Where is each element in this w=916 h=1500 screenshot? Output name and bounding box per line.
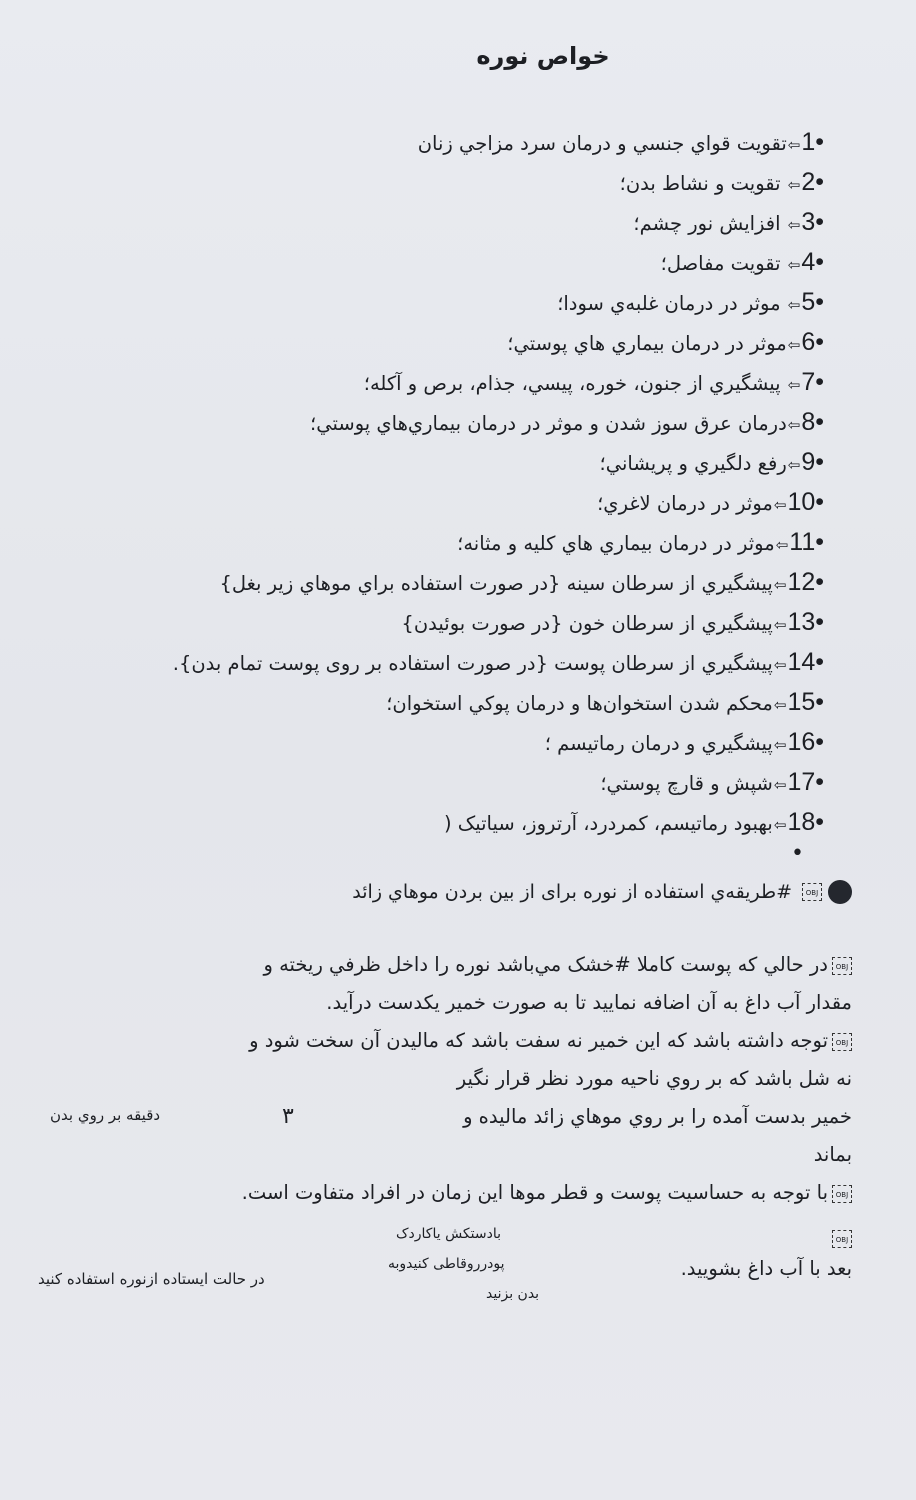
arrow-left-icon: ⇦ [787,136,801,154]
instruction-line: خمير بدست آمده را بر روي موهاي زائد ماليده و [463,1105,852,1128]
instruction-line: نه شل باشد كه بر روي ناحيه مورد نظر قرار نگير [456,1067,852,1090]
item-number: 1• [801,128,824,156]
arrow-left-icon: ⇦ [787,456,801,474]
item-text: رفع دلگيري و پريشاني؛ [599,452,787,475]
item-number: 17• [787,768,824,796]
object-placeholder-icon: OBJ [832,1033,852,1051]
arrow-left-icon: ⇦ [787,336,801,354]
list-item [64,444,824,484]
handwritten-note: پودرروقاطی کنیدوبه [388,1256,505,1272]
method-heading-text: #طريقه‌ي استفاده از نوره برای از بين بردن موهاي زائد [352,881,792,903]
arrow-left-icon: ⇦ [787,296,801,314]
item-text: موثر در درمان بيماري هاي كليه و مثانه؛ [457,532,775,555]
item-number: 18• [787,808,824,836]
list-item [64,124,824,164]
list-item [64,684,824,724]
list-item [64,164,824,204]
list-item [64,524,824,564]
instruction-line: مقدار آب داغ به آن اضافه نماييد تا به صورت خمير يكدست درآيد. [326,991,852,1014]
item-text: درمان عرق سوز شدن و موثر در درمان بيماري‌هاي پوستي؛ [310,412,787,435]
arrow-left-icon: ⇦ [775,536,789,554]
instruction-line: OBJدر حالي كه پوست كاملا #خشک مي‌باشد نوره را داخل ظرفي ريخته و [52,946,852,984]
item-number: 6• [801,328,824,356]
item-number: 13• [787,608,824,636]
item-text: پيشگيري از سرطان خون {در صورت بوئيدن} [401,612,773,635]
item-number: 12• [787,568,824,596]
list-item [64,364,824,404]
object-placeholder-icon: OBJ [802,883,822,901]
object-placeholder-icon: OBJ [832,1230,852,1248]
arrow-left-icon: ⇦ [773,496,787,514]
arrow-left-icon: ⇦ [787,176,801,194]
item-text: تقويت مفاصل؛ [660,252,781,275]
item-text: پيشگيري از سرطان سينه {در صورت استفاده براي موهاي زير بغل} [219,572,773,595]
item-number: 14• [787,648,824,676]
instruction-line: OBJتوجه داشته باشد كه اين خمير نه سفت باشد كه ماليدن آن سخت شود و [52,1022,852,1060]
item-number: 15• [787,688,824,716]
arrow-left-icon: ⇦ [773,776,787,794]
arrow-left-icon: ⇦ [773,656,787,674]
item-number: 5• [801,288,824,316]
item-text: پيشگيري از جنون، خوره، پيسي، جذام، برص و آكله؛ [363,372,781,395]
item-text: موثر در درمان بيماري هاي پوستي؛ [507,332,787,355]
item-text: موثر در درمان غلبه‌ي سودا؛ [557,292,781,315]
list-item [64,564,824,604]
list-item [64,284,824,324]
list-item [64,484,824,524]
handwritten-note: در حالت ایستاده ازنوره استفاده کنید [38,1270,265,1288]
list-item [64,324,824,364]
instruction-line: بعد با آب داغ بشوييد. [680,1257,852,1280]
list-item [64,604,824,644]
bullet-icon [828,880,852,904]
minutes-note: دقيقه بر روي بدن [50,1106,161,1124]
item-number: 8• [801,408,824,436]
instruction-line: OBJبا توجه به حساسيت پوست و قطر موها اين زمان در افراد متفاوت است. [52,1174,852,1212]
list-item [64,204,824,244]
arrow-left-icon: ⇦ [787,216,801,234]
item-text: پيشگيري و درمان رماتيسم ؛ [544,732,773,755]
object-placeholder-icon: OBJ [832,1185,852,1203]
list-item [64,644,824,684]
list-item [64,804,824,844]
arrow-left-icon: ⇦ [773,736,787,754]
item-number: 16• [787,728,824,756]
item-number: 2• [801,168,824,196]
instruction-line: بماند [813,1143,852,1166]
handwritten-note: بدن بزنید [486,1286,540,1302]
arrow-left-icon: ⇦ [773,616,787,634]
arrow-left-icon: ⇦ [787,416,801,434]
item-text: تقويت و نشاط بدن؛ [619,172,781,195]
list-item [64,404,824,444]
item-text: پيشگيري از سرطان پوست {در صورت استفاده بر روی پوست تمام بدن}. [172,652,773,675]
list-item [64,244,824,284]
item-text: تقويت قواي جنسي و درمان سرد مزاجي زنان [417,132,787,155]
item-text: افزايش نور چشم؛ [633,212,781,235]
item-text: شپش و قارچ پوستي؛ [600,772,773,795]
list-item [64,724,824,764]
arrow-left-icon: ⇦ [787,256,801,274]
arrow-left-icon: ⇦ [773,576,787,594]
item-number: 4• [801,248,824,276]
item-number: 11• [789,528,824,556]
item-number: 9• [801,448,824,476]
item-text: بهبود رماتيسم، كمردرد، آرتروز، سیاتیک ( [443,812,773,835]
arrow-left-icon: ⇦ [787,376,801,394]
item-number: 3• [801,208,824,236]
page-title: خواص نوره [476,42,610,70]
item-number: 7• [801,368,824,396]
object-placeholder-icon: OBJ [832,957,852,975]
properties-list [64,124,824,864]
list-item [64,764,824,804]
minutes-number: ۳ [282,1104,294,1129]
item-text: موثر در درمان لاغري؛ [597,492,773,515]
item-number: 10• [787,488,824,516]
handwritten-note: بادستکش یاکاردک [396,1226,501,1242]
method-heading [352,880,852,904]
item-text: محكم شدن استخوان‌ها و درمان پوكي استخوان؛ [386,692,773,715]
arrow-left-icon: ⇦ [773,696,787,714]
arrow-left-icon: ⇦ [773,816,787,834]
stray-dot: • [791,841,804,866]
